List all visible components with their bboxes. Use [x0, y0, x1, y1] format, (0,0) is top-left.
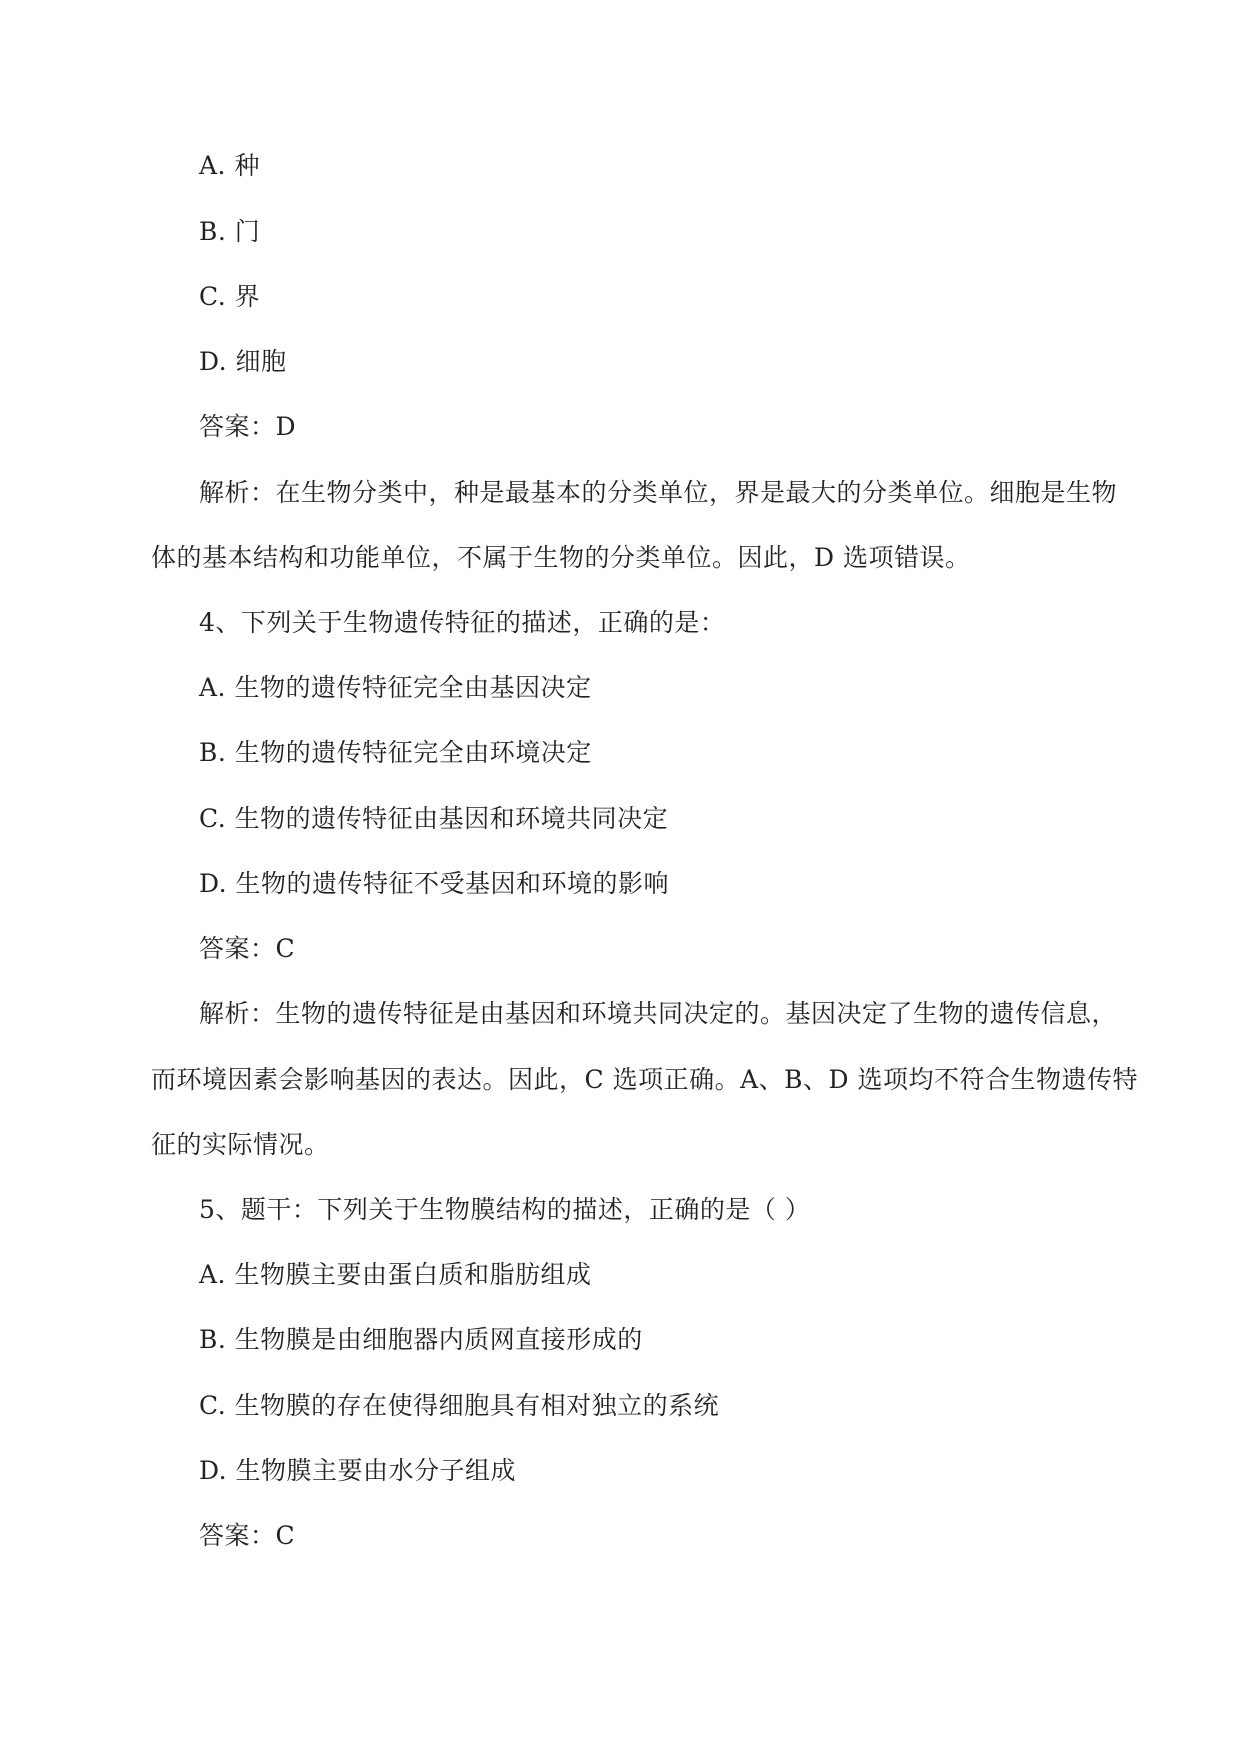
q4-answer: 答案：C — [199, 934, 296, 963]
q3-option-b: B. 门 — [199, 217, 261, 246]
q4-explanation-line-2: 而环境因素会影响基因的表达。因此，C 选项正确。A、B、D 选项均不符合生物遗传特 — [151, 1065, 1138, 1094]
q4-explanation-line-1: 解析：生物的遗传特征是由基因和环境共同决定的。基因决定了生物的遗传信息， — [199, 999, 1118, 1028]
q5-option-d: D. 生物膜主要由水分子组成 — [199, 1456, 517, 1485]
q5-stem: 5、题干：下列关于生物膜结构的描述，正确的是（ ） — [199, 1195, 811, 1224]
q5-option-a: A. 生物膜主要由蛋白质和脂肪组成 — [199, 1260, 592, 1289]
q4-option-d: D. 生物的遗传特征不受基因和环境的影响 — [199, 869, 670, 898]
q4-option-b: B. 生物的遗传特征完全由环境决定 — [199, 738, 592, 767]
q3-option-d: D. 细胞 — [199, 347, 287, 376]
q3-explanation-line-1: 解析：在生物分类中，种是最基本的分类单位，界是最大的分类单位。细胞是生物 — [199, 478, 1118, 507]
q3-answer: 答案：D — [199, 412, 297, 441]
q3-option-a: A. 种 — [199, 151, 260, 180]
q4-explanation-line-3: 征的实际情况。 — [151, 1130, 330, 1159]
q3-option-c: C. 界 — [199, 282, 261, 311]
q5-answer: 答案：C — [199, 1521, 296, 1550]
q4-option-a: A. 生物的遗传特征完全由基因决定 — [199, 673, 592, 702]
q5-option-b: B. 生物膜是由细胞器内质网直接形成的 — [199, 1325, 643, 1354]
q4-option-c: C. 生物的遗传特征由基因和环境共同决定 — [199, 804, 669, 833]
q4-stem: 4、下列关于生物遗传特征的描述，正确的是： — [199, 608, 726, 637]
q3-explanation-line-2: 体的基本结构和功能单位，不属于生物的分类单位。因此，D 选项错误。 — [151, 543, 971, 572]
q5-option-c: C. 生物膜的存在使得细胞具有相对独立的系统 — [199, 1391, 720, 1420]
